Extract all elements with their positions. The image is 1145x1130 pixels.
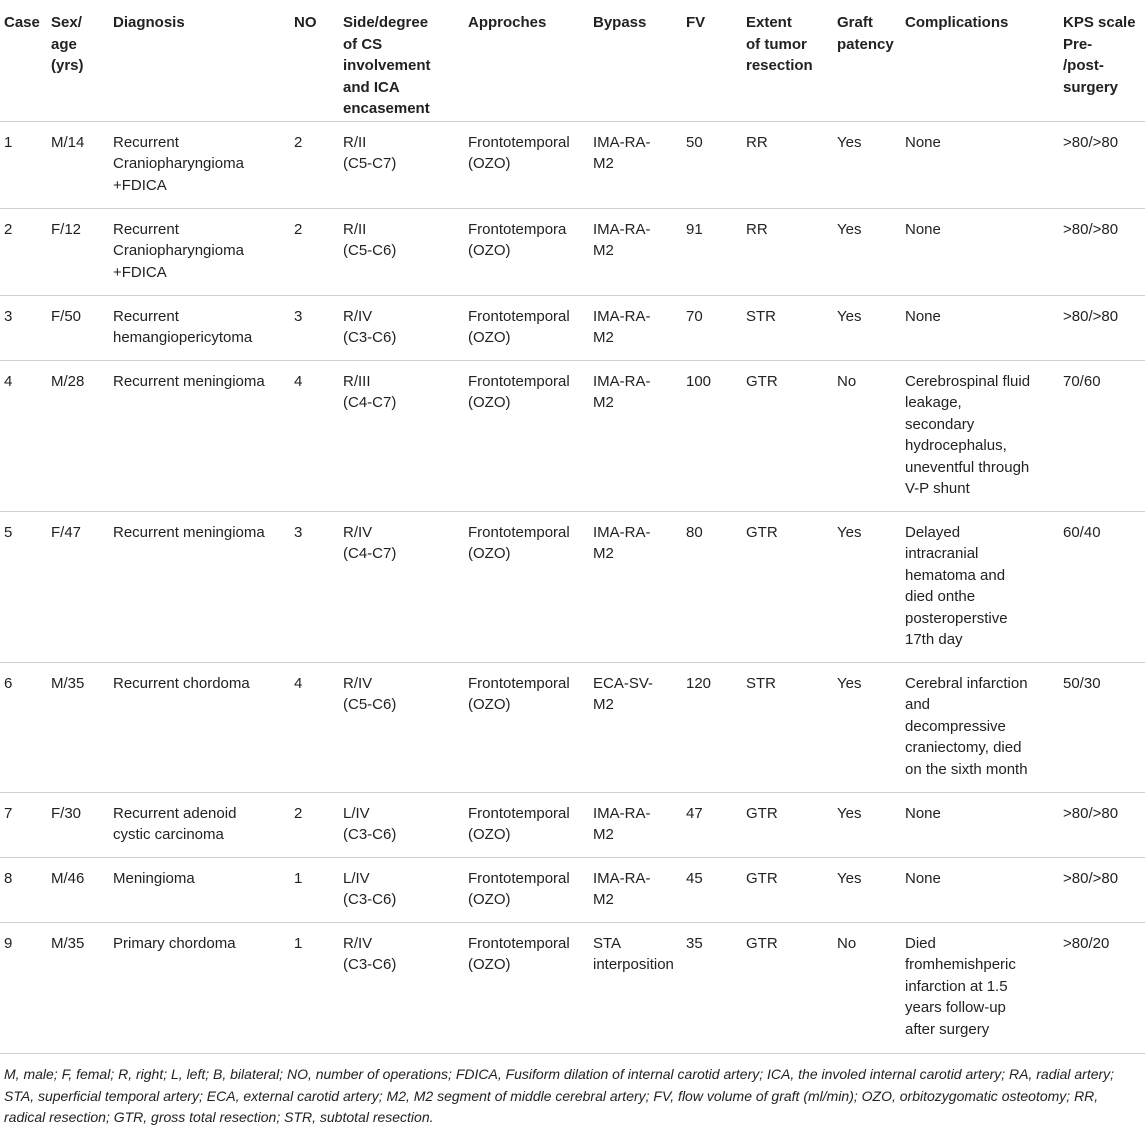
cell-graft-patency: Yes — [837, 511, 905, 662]
cell-diagnosis: Meningioma — [113, 857, 294, 922]
col-header-extent: Extent of tumor resection — [746, 0, 837, 121]
col-header-side-degree: Side/degree of CS involvement and ICA encasement — [343, 0, 468, 121]
cell-graft-patency: Yes — [837, 792, 905, 857]
cell-kps: 70/60 — [1063, 360, 1145, 511]
table-row — [0, 360, 1145, 511]
cell-diagnosis: Recurrent meningioma — [113, 511, 294, 662]
cell-approaches: Frontotempora (OZO) — [468, 208, 593, 295]
cell-sex-age: M/35 — [51, 922, 113, 1053]
cell-diagnosis: Recurrent Craniopharyngioma +FDICA — [113, 208, 294, 295]
cell-extent: GTR — [746, 511, 837, 662]
table-row — [0, 662, 1145, 792]
cell-fv: 70 — [686, 295, 746, 360]
cell-sex-age: F/30 — [51, 792, 113, 857]
col-header-diagnosis: Diagnosis — [113, 0, 294, 121]
cell-sex-age: F/47 — [51, 511, 113, 662]
cell-side-degree: R/IV (C3-C6) — [343, 922, 468, 1053]
cell-extent: STR — [746, 295, 837, 360]
cell-bypass: IMA-RA- M2 — [593, 792, 686, 857]
cell-side-degree: R/II (C5-C7) — [343, 121, 468, 208]
col-header-complications: Complications — [905, 0, 1063, 121]
col-header-fv: FV — [686, 0, 746, 121]
cell-side-degree: R/IV (C5-C6) — [343, 662, 468, 792]
cell-fv: 35 — [686, 922, 746, 1053]
cell-no: 3 — [294, 295, 343, 360]
cell-sex-age: M/35 — [51, 662, 113, 792]
cell-diagnosis: Recurrent meningioma — [113, 360, 294, 511]
table-row — [0, 511, 1145, 662]
cell-bypass: STA interposition — [593, 922, 686, 1053]
cell-complications: None — [905, 208, 1063, 295]
cell-complications: Cerebrospinal fluid leakage, secondary hydrocephalus, uneventful through V-P shunt — [905, 360, 1063, 511]
cell-diagnosis: Recurrent chordoma — [113, 662, 294, 792]
cell-side-degree: L/IV (C3-C6) — [343, 857, 468, 922]
cell-complications: None — [905, 792, 1063, 857]
cell-bypass: IMA-RA- M2 — [593, 295, 686, 360]
cell-complications: None — [905, 121, 1063, 208]
cell-case: 1 — [0, 121, 51, 208]
cell-approaches: Frontotemporal (OZO) — [468, 295, 593, 360]
cell-kps: >80/>80 — [1063, 857, 1145, 922]
cell-kps: >80/>80 — [1063, 208, 1145, 295]
col-header-sex-age: Sex/ age (yrs) — [51, 0, 113, 121]
cell-kps: >80/20 — [1063, 922, 1145, 1053]
cell-case: 5 — [0, 511, 51, 662]
cell-no: 4 — [294, 360, 343, 511]
cell-bypass: IMA-RA- M2 — [593, 857, 686, 922]
cell-graft-patency: Yes — [837, 857, 905, 922]
cell-extent: STR — [746, 662, 837, 792]
cell-diagnosis: Recurrent adenoid cystic carcinoma — [113, 792, 294, 857]
table-row — [0, 121, 1145, 208]
cell-side-degree: R/IV (C3-C6) — [343, 295, 468, 360]
col-header-approaches: Approches — [468, 0, 593, 121]
cell-kps: >80/>80 — [1063, 792, 1145, 857]
cell-no: 1 — [294, 857, 343, 922]
cell-graft-patency: No — [837, 922, 905, 1053]
cell-side-degree: R/IV (C4-C7) — [343, 511, 468, 662]
col-header-kps: KPS scale Pre- /post- surgery — [1063, 0, 1145, 121]
header-row — [0, 0, 1145, 121]
table-row — [0, 792, 1145, 857]
cell-sex-age: F/50 — [51, 295, 113, 360]
cell-fv: 100 — [686, 360, 746, 511]
cell-kps: >80/>80 — [1063, 295, 1145, 360]
cell-side-degree: L/IV (C3-C6) — [343, 792, 468, 857]
cell-no: 2 — [294, 208, 343, 295]
cell-approaches: Frontotemporal (OZO) — [468, 121, 593, 208]
cell-complications: Died fromhemishperic infarction at 1.5 years follow-up after surgery — [905, 922, 1063, 1053]
cell-extent: GTR — [746, 792, 837, 857]
cell-complications: None — [905, 295, 1063, 360]
cell-bypass: IMA-RA- M2 — [593, 208, 686, 295]
cell-approaches: Frontotemporal (OZO) — [468, 360, 593, 511]
cell-diagnosis: Recurrent hemangiopericytoma — [113, 295, 294, 360]
cell-fv: 91 — [686, 208, 746, 295]
cell-kps: 60/40 — [1063, 511, 1145, 662]
cell-extent: GTR — [746, 360, 837, 511]
cell-bypass: IMA-RA- M2 — [593, 360, 686, 511]
cell-no: 3 — [294, 511, 343, 662]
cell-no: 2 — [294, 792, 343, 857]
cell-kps: 50/30 — [1063, 662, 1145, 792]
cell-no: 2 — [294, 121, 343, 208]
cell-extent: GTR — [746, 857, 837, 922]
cell-extent: RR — [746, 208, 837, 295]
cell-diagnosis: Primary chordoma — [113, 922, 294, 1053]
cell-fv: 47 — [686, 792, 746, 857]
col-header-bypass: Bypass — [593, 0, 686, 121]
cell-no: 4 — [294, 662, 343, 792]
cell-bypass: IMA-RA- M2 — [593, 121, 686, 208]
cell-sex-age: M/28 — [51, 360, 113, 511]
cell-case: 7 — [0, 792, 51, 857]
cell-sex-age: F/12 — [51, 208, 113, 295]
cell-complications: Cerebral infarction and decompressive craniectomy, died on the sixth month — [905, 662, 1063, 792]
cell-approaches: Frontotemporal (OZO) — [468, 511, 593, 662]
cell-extent: RR — [746, 121, 837, 208]
cell-case: 4 — [0, 360, 51, 511]
cell-graft-patency: No — [837, 360, 905, 511]
cell-approaches: Frontotemporal (OZO) — [468, 792, 593, 857]
cell-case: 9 — [0, 922, 51, 1053]
cell-graft-patency: Yes — [837, 662, 905, 792]
cell-case: 3 — [0, 295, 51, 360]
table-row — [0, 208, 1145, 295]
cell-graft-patency: Yes — [837, 121, 905, 208]
col-header-no: NO — [294, 0, 343, 121]
cell-complications: Delayed intracranial hematoma and died onthe posteroperstive 17th day — [905, 511, 1063, 662]
cell-no: 1 — [294, 922, 343, 1053]
cell-case: 2 — [0, 208, 51, 295]
col-header-graft-patency: Graft patency — [837, 0, 905, 121]
cell-sex-age: M/46 — [51, 857, 113, 922]
cell-graft-patency: Yes — [837, 208, 905, 295]
cell-extent: GTR — [746, 922, 837, 1053]
cell-fv: 45 — [686, 857, 746, 922]
cell-diagnosis: Recurrent Craniopharyngioma +FDICA — [113, 121, 294, 208]
cell-fv: 80 — [686, 511, 746, 662]
table-row — [0, 857, 1145, 922]
cell-approaches: Frontotemporal (OZO) — [468, 857, 593, 922]
cell-graft-patency: Yes — [837, 295, 905, 360]
cell-bypass: ECA-SV- M2 — [593, 662, 686, 792]
cell-approaches: Frontotemporal (OZO) — [468, 662, 593, 792]
table-row — [0, 295, 1145, 360]
cell-case: 8 — [0, 857, 51, 922]
cell-complications: None — [905, 857, 1063, 922]
cell-approaches: Frontotemporal (OZO) — [468, 922, 593, 1053]
cell-fv: 50 — [686, 121, 746, 208]
cell-fv: 120 — [686, 662, 746, 792]
col-header-case: Case — [0, 0, 51, 121]
cell-side-degree: R/II (C5-C6) — [343, 208, 468, 295]
table-row — [0, 922, 1145, 1053]
cell-bypass: IMA-RA- M2 — [593, 511, 686, 662]
cell-sex-age: M/14 — [51, 121, 113, 208]
cell-case: 6 — [0, 662, 51, 792]
cell-side-degree: R/III (C4-C7) — [343, 360, 468, 511]
cell-kps: >80/>80 — [1063, 121, 1145, 208]
table-footnote: M, male; F, femal; R, right; L, left; B, bilateral; NO, number of operations; FDICA, Fusiform dilation of internal carotid artery; ICA, the involed internal carotid artery; RA, radial artery; STA, superficial temporal artery; ECA, external carotid artery; M2, M2 segment of middle cerebral artery; FV, flow volume of graft (ml/min); OZO, orbitozygomatic osteotomy; RR, radical resection; GTR, gross total resection; STR, subtotal resection. — [4, 1066, 1115, 1125]
